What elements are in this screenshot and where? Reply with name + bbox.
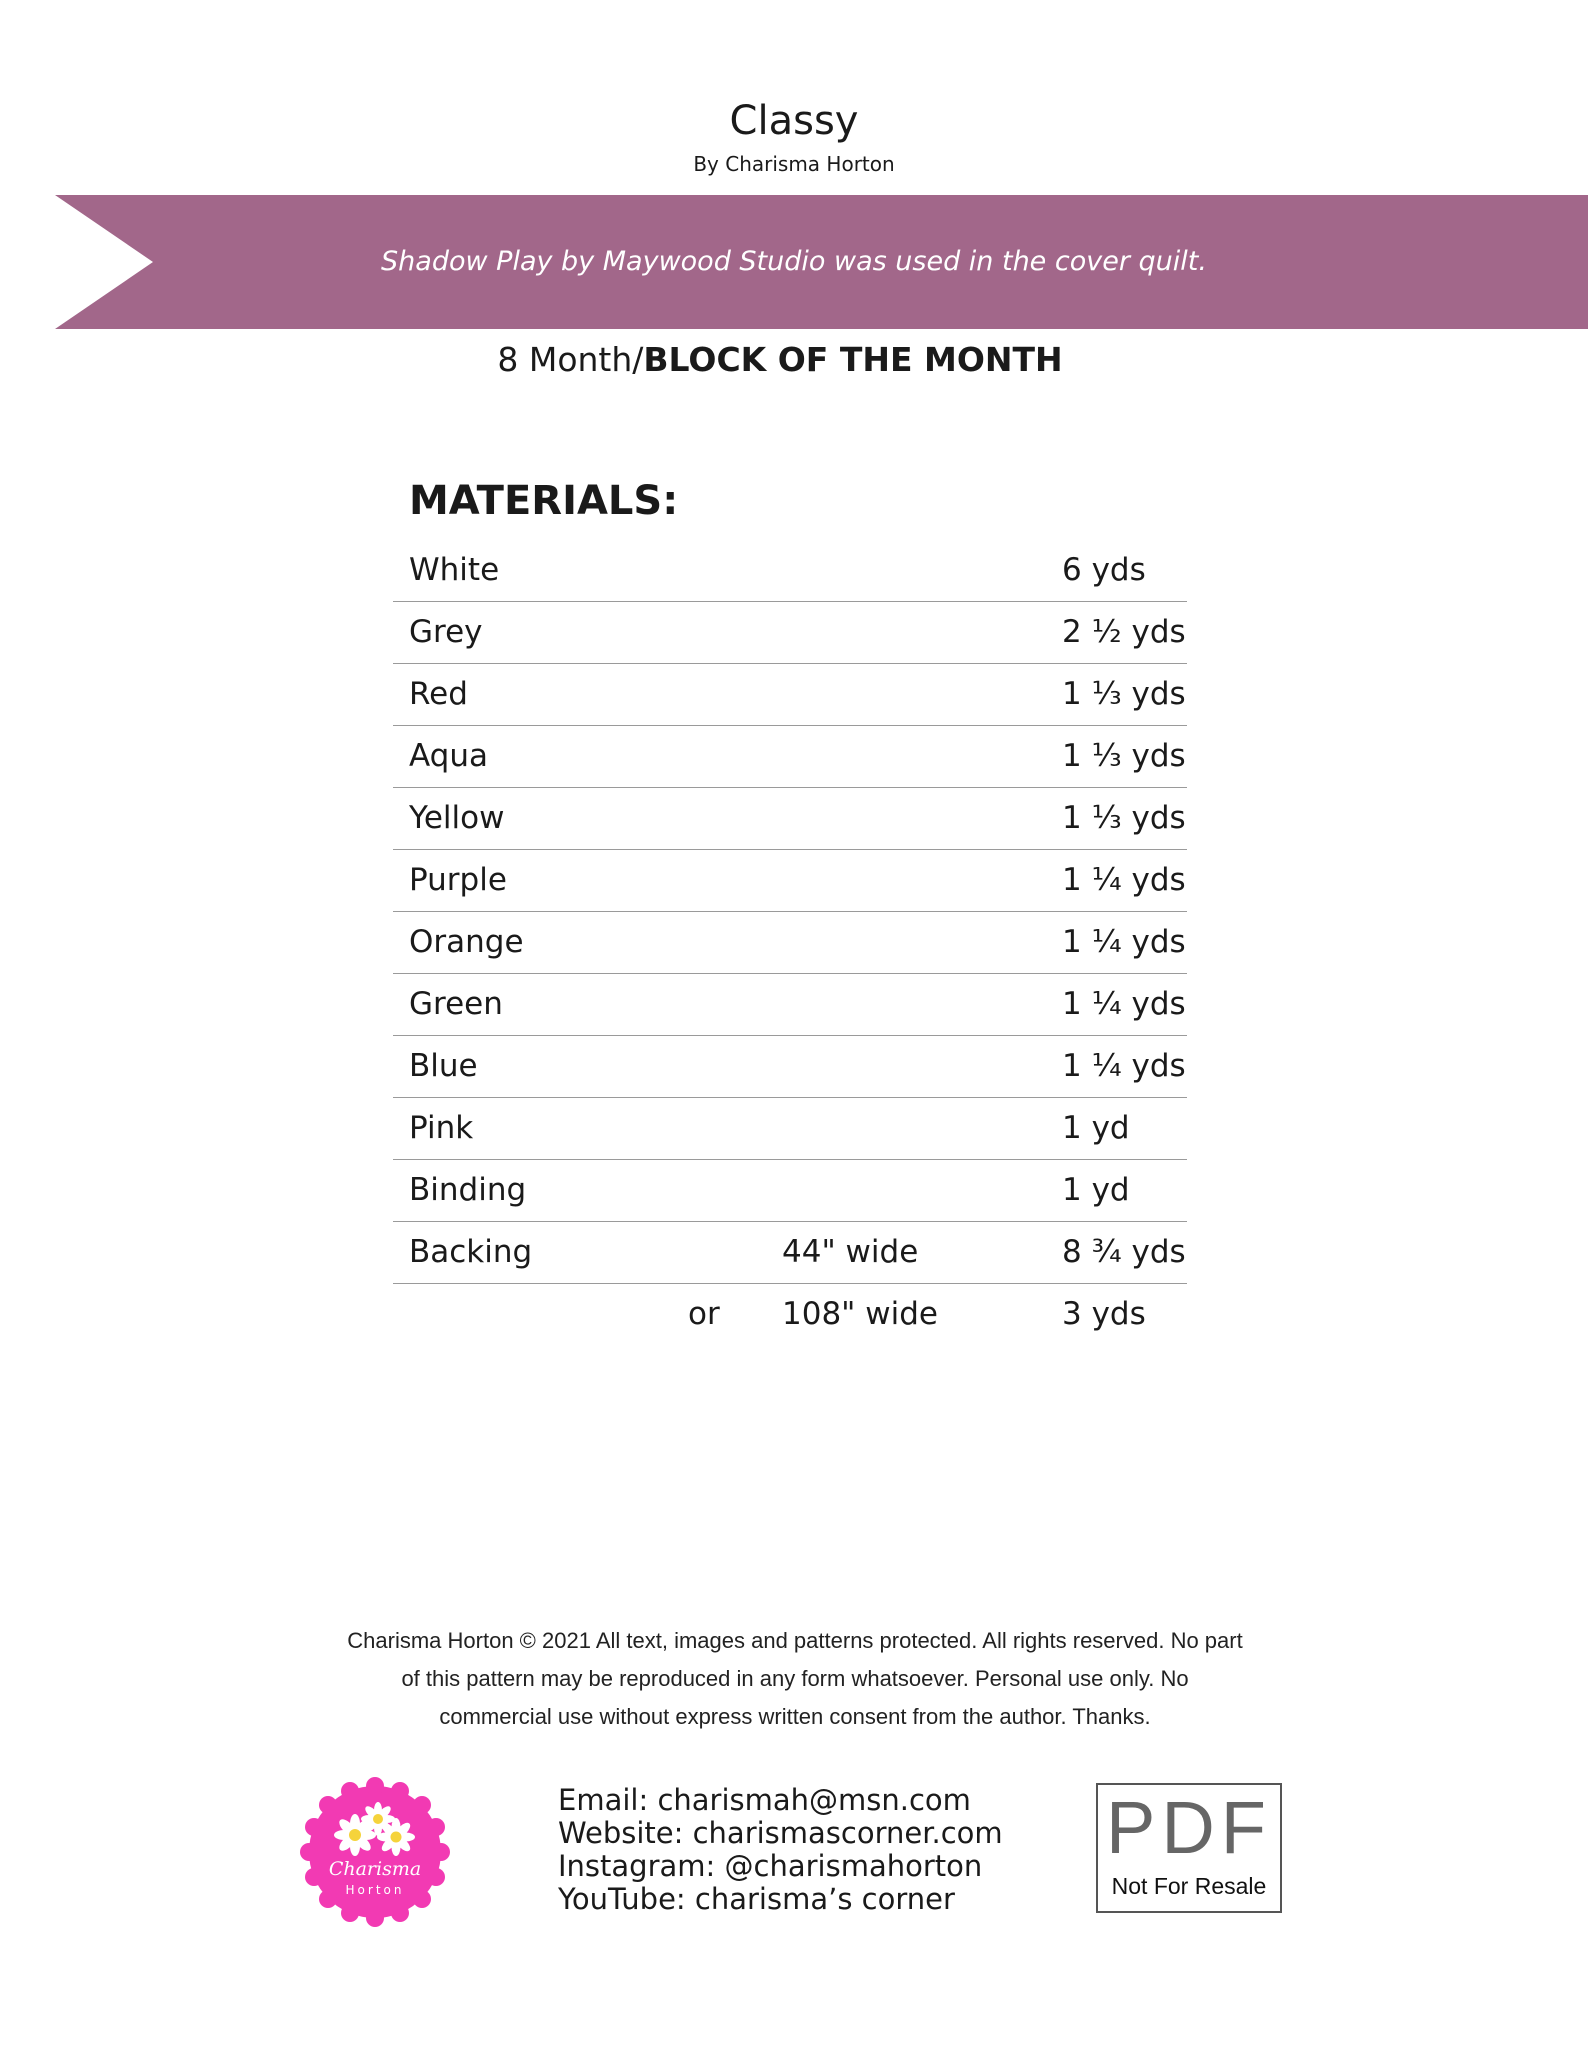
copyright-line: commercial use without express written consent from the author. Thanks. — [439, 1704, 1151, 1729]
material-amount: 1 ⅓ yds — [1062, 800, 1186, 836]
copyright-line: of this pattern may be reproduced in any form whatsoever. Personal use only. No — [401, 1666, 1189, 1691]
material-or: or — [688, 1296, 720, 1332]
material-name: Blue — [409, 1048, 478, 1084]
materials-table — [393, 540, 1187, 1345]
subtitle — [0, 340, 1560, 379]
material-name: Purple — [409, 862, 507, 898]
contact-email: Email: charismah@msn.com — [558, 1783, 971, 1817]
contact-instagram: Instagram: @charismahorton — [558, 1849, 983, 1883]
material-name: Backing — [409, 1234, 533, 1270]
table-row — [393, 974, 1187, 1036]
pdf-badge — [1096, 1783, 1282, 1913]
material-name: Binding — [409, 1172, 527, 1208]
subtitle-bold: BLOCK OF THE MONTH — [643, 340, 1063, 379]
material-name: Orange — [409, 924, 524, 960]
table-row — [393, 1098, 1187, 1160]
material-amount: 2 ½ yds — [1062, 614, 1186, 650]
table-row — [393, 788, 1187, 850]
material-name: Grey — [409, 614, 483, 650]
material-name: Red — [409, 676, 468, 712]
material-name: White — [409, 552, 500, 588]
contact-youtube: YouTube: charisma’s corner — [558, 1882, 955, 1916]
material-amount: 1 ¼ yds — [1062, 986, 1186, 1022]
subtitle-duration: 8 Month/ — [497, 340, 644, 379]
material-amount: 1 ¼ yds — [1062, 862, 1186, 898]
charisma-horton-logo — [300, 1777, 450, 1927]
material-amount: 1 ¼ yds — [1062, 924, 1186, 960]
material-width: 108" wide — [782, 1296, 938, 1332]
material-amount: 1 ⅓ yds — [1062, 676, 1186, 712]
material-width: 44" wide — [782, 1234, 919, 1270]
material-amount: 1 yd — [1062, 1110, 1130, 1146]
material-name: Green — [409, 986, 503, 1022]
material-amount: 3 yds — [1062, 1296, 1146, 1332]
table-row — [393, 540, 1187, 602]
contact-info — [558, 1784, 1003, 1916]
material-amount: 1 ⅓ yds — [1062, 738, 1186, 774]
material-amount: 1 ¼ yds — [1062, 1048, 1186, 1084]
logo-text-surname: Horton — [345, 1883, 405, 1897]
logo-scallop — [300, 1777, 450, 1927]
pdf-badge-title: PDF — [1106, 1786, 1272, 1869]
table-row — [393, 912, 1187, 974]
pattern-author: By Charisma Horton — [693, 152, 895, 176]
table-row — [393, 664, 1187, 726]
materials-heading: MATERIALS: — [409, 478, 679, 524]
table-row — [393, 1222, 1187, 1284]
material-name: Aqua — [409, 738, 488, 774]
material-amount: 1 yd — [1062, 1172, 1130, 1208]
pdf-badge-label: Not For Resale — [1111, 1873, 1267, 1899]
copyright-line: Charisma Horton © 2021 All text, images and patterns protected. All rights reserved. No part — [347, 1628, 1243, 1653]
table-row — [393, 602, 1187, 664]
table-row — [393, 726, 1187, 788]
table-row — [393, 850, 1187, 912]
material-amount: 6 yds — [1062, 552, 1146, 588]
table-row — [393, 1160, 1187, 1222]
pattern-title: Classy — [729, 98, 859, 144]
banner-text: Shadow Play by Maywood Studio was used in the cover quilt. — [381, 246, 1207, 277]
material-amount: 8 ¾ yds — [1062, 1234, 1186, 1270]
material-name: Pink — [409, 1110, 474, 1146]
material-name: Yellow — [409, 800, 505, 836]
table-row — [393, 1284, 1187, 1345]
copyright-notice — [290, 1622, 1300, 1736]
logo-text-name: Charisma — [328, 1858, 422, 1880]
contact-website: Website: charismascorner.com — [558, 1816, 1003, 1850]
table-row — [393, 1036, 1187, 1098]
